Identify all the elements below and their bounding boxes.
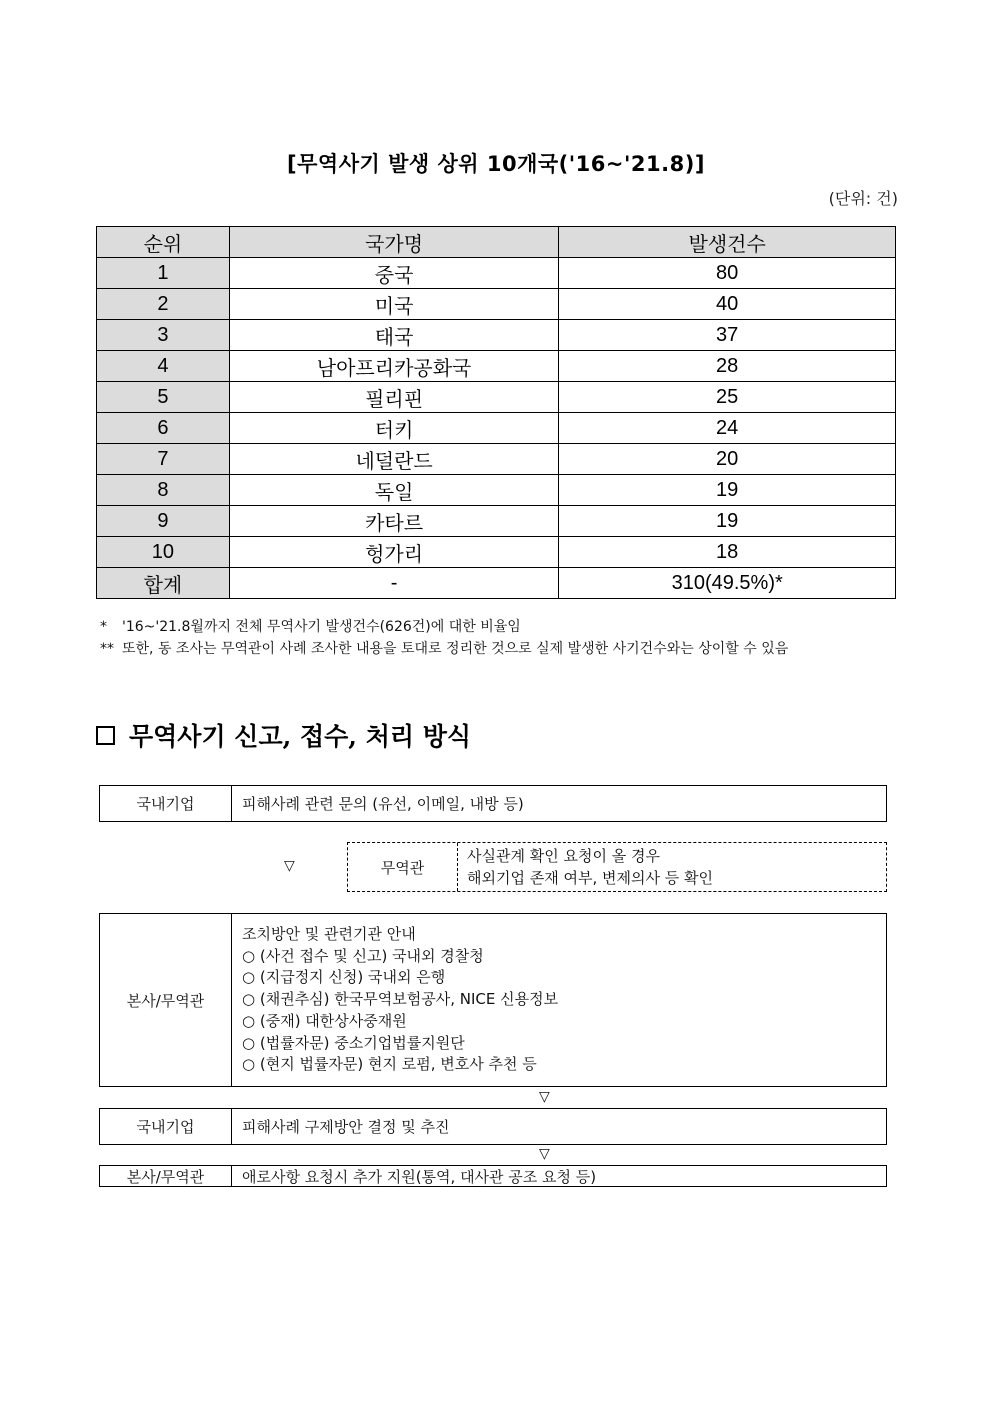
flow-side-text: [458, 843, 886, 891]
table-row: [97, 258, 896, 289]
section-title: 무역사기 신고, 접수, 처리 방식: [129, 722, 472, 751]
section-heading: [96, 717, 471, 753]
country-cell: 남아프리카공화국: [229, 351, 559, 382]
country-cell: 독일: [229, 475, 559, 506]
header-count: 발생건수: [559, 227, 896, 258]
flow-side-line: 사실관계 확인 요청이 올 경우: [467, 847, 660, 865]
unit-label: (단위: 건): [828, 189, 898, 208]
flow-step-text: 애로사항 요청시 추가 지원(통역, 대사관 공조 요청 등): [242, 1167, 597, 1186]
country-cell: 태국: [229, 320, 559, 351]
flow-step-text: [232, 914, 886, 1086]
count-cell: 28: [559, 351, 896, 382]
country-cell: 중국: [229, 258, 559, 289]
table-row: [97, 444, 896, 475]
table-row: [97, 382, 896, 413]
flow-line: ○ (중재) 대한상사중재원: [242, 1011, 407, 1030]
footnote-mark: *: [100, 619, 107, 635]
count-cell: 19: [559, 506, 896, 537]
table-row: [97, 320, 896, 351]
flow-side-line: 해외기업 존재 여부, 변제의사 등 확인: [467, 869, 713, 887]
table-row: [97, 351, 896, 382]
flow-step-4: [99, 1165, 887, 1187]
rank-cell: 5: [97, 382, 230, 413]
count-cell: 310(49.5%)*: [559, 568, 896, 599]
count-cell: 25: [559, 382, 896, 413]
rank-cell: 10: [97, 537, 230, 568]
rank-cell: 1: [97, 258, 230, 289]
rank-cell: 3: [97, 320, 230, 351]
flow-step-label: 본사/무역관: [100, 914, 232, 1086]
square-bullet-icon: [96, 726, 115, 745]
down-arrow-icon: ▽: [539, 1146, 550, 1162]
country-cell: -: [229, 568, 559, 599]
count-cell: 24: [559, 413, 896, 444]
table-header-row: [97, 227, 896, 258]
flow-step-text: 피해사례 관련 문의 (유선, 이메일, 내방 등): [242, 795, 524, 813]
count-cell: 37: [559, 320, 896, 351]
footnote-text: 또한, 동 조사는 무역관이 사례 조사한 내용을 토대로 정리한 것으로 실제 발생한 사기건수와는 상이할 수 있음: [122, 641, 789, 657]
rank-cell: 7: [97, 444, 230, 475]
table-row: [97, 506, 896, 537]
count-cell: 19: [559, 475, 896, 506]
rank-cell: 합계: [97, 568, 230, 599]
top10-table: [96, 226, 896, 599]
flow-step-text: 피해사례 구제방안 결정 및 추진: [242, 1118, 450, 1136]
table-title: [무역사기 발생 상위 10개국('16~'21.8)]: [287, 152, 705, 176]
count-cell: 20: [559, 444, 896, 475]
count-cell: 18: [559, 537, 896, 568]
table-row: [97, 289, 896, 320]
flow-step-label: 본사/무역관: [100, 1166, 232, 1186]
country-cell: 네덜란드: [229, 444, 559, 475]
flow-line: ○ (현지 법률자문) 현지 로펌, 변호사 추천 등: [242, 1055, 537, 1074]
table-total-row: [97, 568, 896, 599]
table-row: [97, 413, 896, 444]
count-cell: 40: [559, 289, 896, 320]
footnote: [100, 638, 900, 660]
flow-line: ○ (채권추심) 한국무역보험공사, NICE 신용정보: [242, 990, 559, 1009]
flow-line: ○ (사건 접수 및 신고) 국내외 경찰청: [242, 946, 484, 965]
rank-cell: 2: [97, 289, 230, 320]
country-cell: 헝가리: [229, 537, 559, 568]
flow-line: ○ (법률자문) 중소기업법률지원단: [242, 1033, 465, 1052]
down-arrow-icon: ▽: [284, 858, 295, 874]
flow-side-box: [347, 842, 887, 892]
flow-side-label: 무역관: [348, 843, 458, 891]
footnote-mark: **: [100, 641, 114, 657]
flow-step-label: 국내기업: [100, 1109, 232, 1144]
header-rank: 순위: [97, 227, 230, 258]
country-cell: 필리핀: [229, 382, 559, 413]
country-cell: 미국: [229, 289, 559, 320]
flow-step-2: [99, 913, 887, 1087]
footnote-text: '16~'21.8월까지 전체 무역사기 발생건수(626건)에 대한 비율임: [122, 619, 521, 635]
flow-step-3: [99, 1108, 887, 1145]
rank-cell: 6: [97, 413, 230, 444]
table-row: [97, 537, 896, 568]
table-row: [97, 475, 896, 506]
footnotes: [100, 616, 900, 660]
count-cell: 80: [559, 258, 896, 289]
rank-cell: 4: [97, 351, 230, 382]
rank-cell: 8: [97, 475, 230, 506]
header-country: 국가명: [229, 227, 559, 258]
flow-step-1: [99, 785, 887, 822]
flow-line: 조치방안 및 관련기관 안내: [242, 925, 416, 944]
rank-cell: 9: [97, 506, 230, 537]
country-cell: 카타르: [229, 506, 559, 537]
country-cell: 터키: [229, 413, 559, 444]
flow-line: ○ (지급정지 신청) 국내외 은행: [242, 968, 446, 987]
flow-step-label: 국내기업: [100, 786, 232, 821]
footnote: [100, 616, 900, 638]
down-arrow-icon: ▽: [539, 1089, 550, 1105]
